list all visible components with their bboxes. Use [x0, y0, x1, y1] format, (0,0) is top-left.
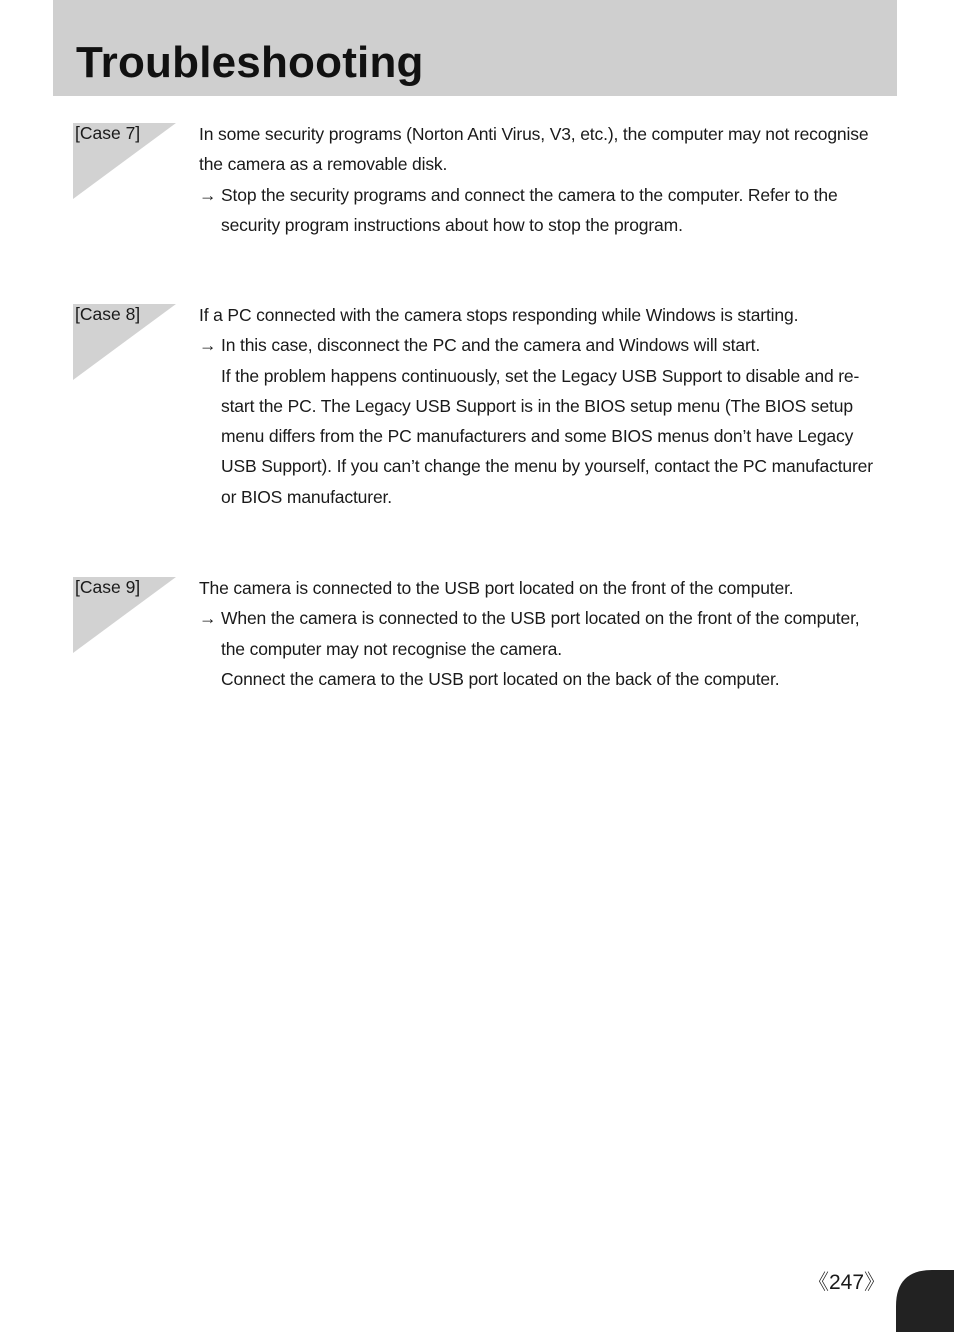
corner-tab-decoration [896, 1268, 954, 1332]
case-solution-line [199, 180, 879, 241]
case-body [199, 300, 879, 512]
case-label: [Case 7] [75, 123, 141, 143]
page-title: Troubleshooting [76, 38, 424, 87]
arrow-right-icon: → [199, 608, 217, 629]
page-number: 《247》 [808, 1271, 886, 1294]
case-problem: If a PC connected with the camera stops responding while Windows is starting. [199, 305, 799, 325]
arrow-right-icon: → [199, 184, 217, 205]
case-tab-7 [73, 123, 176, 199]
case-extra: If the problem happens continuously, set the Legacy USB Support to disable and re-start the PC. The Legacy USB Support is in the BIOS setup menu (The BIOS setup menu differs from the PC manufacturers and some BIOS menus don’t have Legacy USB Support). If you can’t change the menu by yourself, contact the PC manufacturer or BIOS manufacturer. [221, 365, 873, 507]
case-body [199, 119, 879, 240]
case-solution: Stop the security programs and connect the camera to the computer. Refer to the security program instructions about how to stop the program. [221, 184, 838, 235]
case-solution: In this case, disconnect the PC and the camera and Windows will start. [221, 335, 761, 356]
case-solution-line [199, 330, 879, 360]
case-label: [Case 9] [75, 577, 141, 597]
case-body [199, 573, 879, 694]
case-problem: The camera is connected to the USB port located on the front of the computer. [199, 578, 794, 598]
case-label: [Case 8] [75, 304, 141, 324]
case-solution: When the camera is connected to the USB port located on the front of the computer, the computer may not recognise the camera. [221, 608, 860, 659]
arrow-right-icon: → [199, 335, 217, 356]
case-problem: In some security programs (Norton Anti Virus, V3, etc.), the computer may not recognise the camera as a removable disk. [199, 124, 869, 175]
case-tab-8 [73, 304, 176, 380]
case-extra: Connect the camera to the USB port located on the back of the computer. [221, 668, 780, 689]
case-solution-line [199, 603, 879, 664]
case-tab-9 [73, 577, 176, 653]
page-header-band [53, 0, 897, 96]
